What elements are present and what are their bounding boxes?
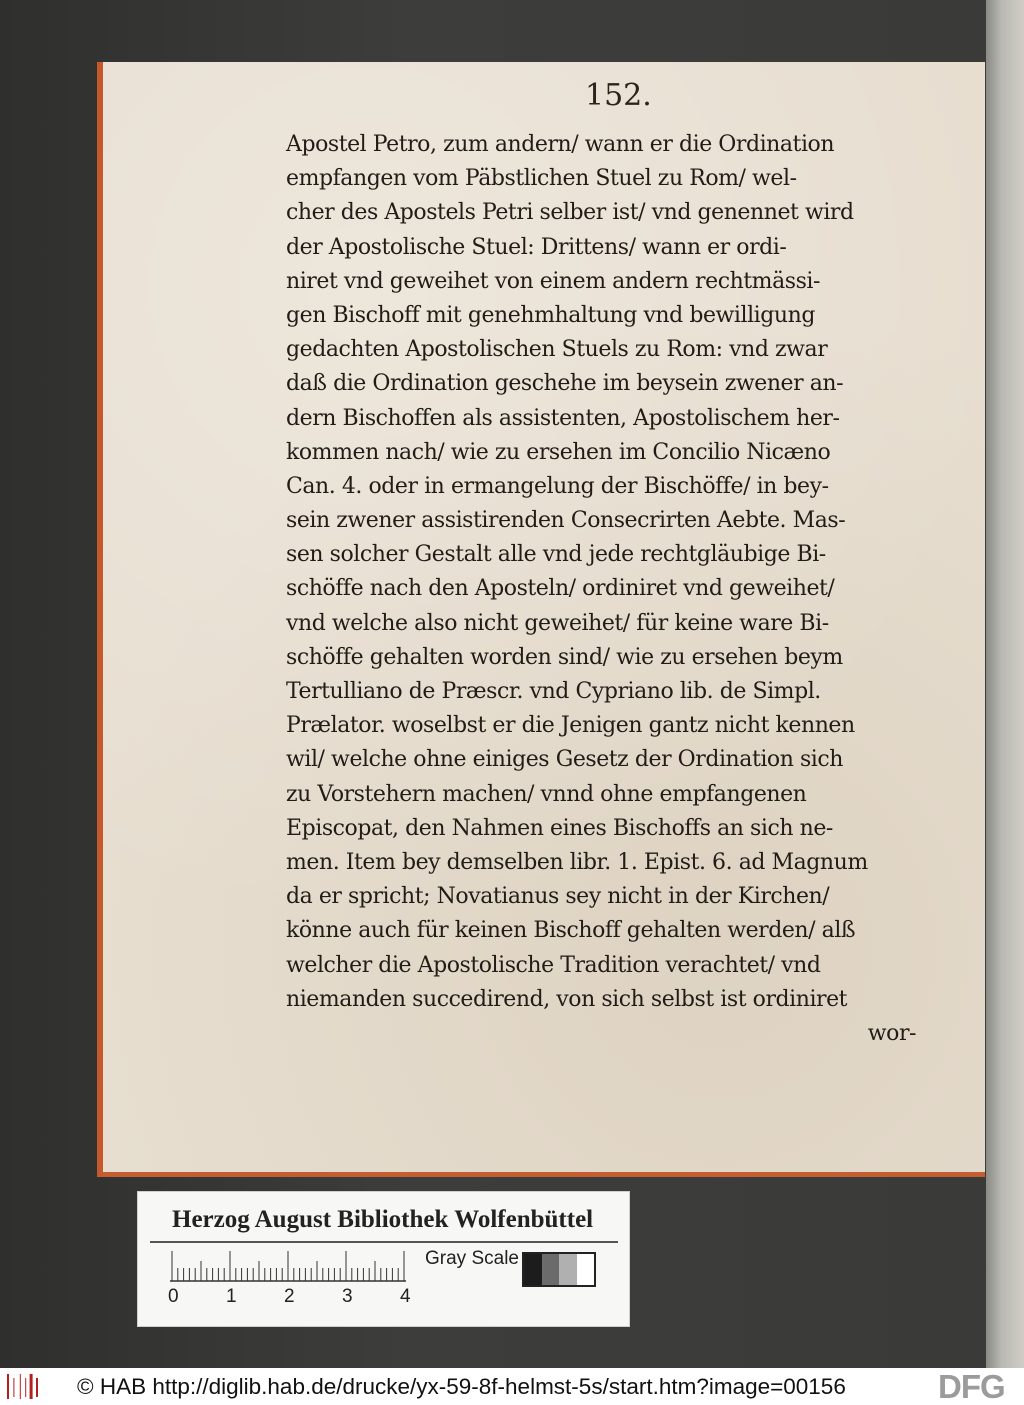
measuring-ruler	[170, 1248, 410, 1282]
text-line: dern Bischoffen als assistenten, Apostolischem her-	[286, 405, 840, 431]
text-line: welcher die Apostolische Tradition verachtet/ vnd	[286, 952, 821, 978]
ruler-number: 4	[400, 1286, 411, 1307]
ruler-number: 2	[284, 1286, 295, 1307]
card-divider	[150, 1241, 618, 1243]
text-line: empfangen vom Päbstlichen Stuel zu Rom/ wel-	[286, 166, 797, 192]
gray-swatch	[577, 1254, 595, 1285]
text-line: kommen nach/ wie zu ersehen im Concilio Nicæno	[286, 439, 831, 465]
adjacent-page-edge	[986, 0, 1024, 1368]
text-line: Can. 4. oder in ermangelung der Bischöffe/ in bey-	[286, 473, 829, 499]
hab-barcode-logo-icon	[6, 1372, 46, 1401]
ruler-number: 1	[226, 1286, 237, 1307]
text-line: zu Vorstehern machen/ vnnd ohne empfangenen	[286, 781, 807, 807]
gray-scale-label: Gray Scale	[425, 1248, 519, 1269]
text-line: schöffe gehalten worden sind/ wie zu ersehen beym	[286, 644, 843, 670]
text-line: sen solcher Gestalt alle vnd jede rechtgläubige Bi-	[286, 542, 826, 568]
text-line: niret vnd geweihet von einem andern rechtmässi-	[286, 268, 821, 294]
text-line: gen Bischoff mit genehmhaltung vnd bewilligung	[286, 302, 815, 328]
ruler-number: 0	[168, 1286, 179, 1307]
gray-scale-swatches	[522, 1252, 596, 1287]
gray-swatch	[542, 1254, 560, 1285]
page-number: 152.	[585, 78, 652, 113]
ruler-number: 3	[342, 1286, 353, 1307]
text-line: Episcopat, den Nahmen eines Bischoffs an sich ne-	[286, 815, 833, 841]
text-line: könne auch für keinen Bischoff gehalten werden/ alß	[286, 918, 856, 944]
text-line: men. Item bey demselben libr. 1. Epist. 6. ad Magnum	[286, 849, 868, 875]
text-line: Tertulliano de Præscr. vnd Cypriano lib. de Simpl.	[286, 679, 821, 704]
text-line: sein zwener assistirenden Consecrirten Aebte. Mas-	[286, 508, 846, 534]
text-line: cher des Apostels Petri selber ist/ vnd genennet wird	[286, 200, 854, 226]
text-line: niemanden succedirend, von sich selbst ist ordiniret	[286, 986, 848, 1012]
text-line: gedachten Apostolischen Stuels zu Rom: vnd zwar	[286, 337, 828, 363]
library-name: Herzog August Bibliothek Wolfenbüttel	[172, 1206, 594, 1233]
ruler-numbers	[165, 1286, 425, 1310]
text-line: wil/ welche ohne einiges Gesetz der Ordination sich	[286, 747, 843, 773]
dfg-logo: DFG	[938, 1368, 1005, 1405]
page-text	[286, 128, 916, 1046]
copyright-url[interactable]: © HAB http://diglib.hab.de/drucke/yx-59-8f-helmst-5s/start.htm?image=00156	[77, 1374, 846, 1399]
text-line: vnd welche also nicht geweihet/ für keine ware Bi-	[286, 610, 829, 636]
text-line: Apostel Petro, zum andern/ wann er die Ordination	[286, 132, 835, 157]
text-line: schöffe nach den Aposteln/ ordiniret vnd geweihet/	[286, 576, 835, 602]
text-line: daß die Ordination geschehe im beysein zwener an-	[286, 371, 844, 397]
gray-swatch	[524, 1254, 542, 1285]
text-line: da er spricht; Novatianus sey nicht in der Kirchen/	[286, 884, 830, 910]
catchword: wor-	[867, 1020, 916, 1046]
text-line: der Apostolische Stuel: Drittens/ wann er ordi-	[286, 234, 787, 260]
text-line: Prælator. woselbst er die Jenigen gantz nicht kennen	[286, 713, 855, 739]
gray-swatch	[559, 1254, 577, 1285]
